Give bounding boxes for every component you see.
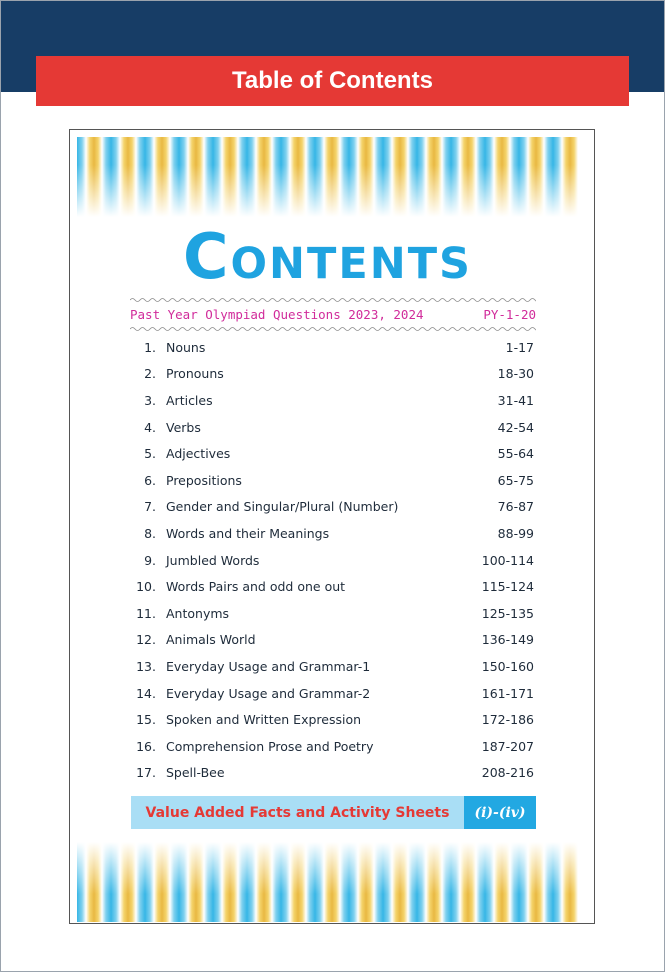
- toc-pages: 125-135: [481, 605, 534, 621]
- toc-number: 6.: [144, 472, 156, 488]
- toc-pages: 55-64: [497, 446, 534, 462]
- toc-row[interactable]: [130, 680, 536, 707]
- toc-row[interactable]: [130, 361, 536, 388]
- toc-number: 10.: [136, 579, 156, 595]
- toc-row[interactable]: [130, 627, 536, 654]
- toc-title: Articles: [166, 392, 213, 408]
- toc-pages: 42-54: [497, 419, 534, 435]
- toc-number: 16.: [136, 738, 156, 754]
- bottom-stripe-decoration: [77, 842, 578, 922]
- toc-number: 2.: [144, 366, 156, 382]
- toc-pages: 208-216: [481, 765, 534, 781]
- toc-pages: 88-99: [497, 525, 534, 541]
- toc-pages: 150-160: [481, 658, 534, 674]
- toc-title: Spell-Bee: [166, 765, 225, 781]
- toc-title: Spoken and Written Expression: [166, 712, 362, 728]
- banner-title: Table of Contents: [232, 67, 433, 94]
- toc-row[interactable]: [130, 733, 536, 760]
- toc-pages: 65-75: [497, 472, 534, 488]
- toc-number: 8.: [144, 525, 156, 541]
- toc-number: 11.: [136, 605, 156, 621]
- toc-number: 1.: [144, 339, 156, 355]
- toc-pages: 18-30: [497, 366, 534, 382]
- toc-title: Gender and Singular/Plural (Number): [166, 499, 399, 515]
- toc-row[interactable]: [130, 547, 536, 574]
- toc-pages: 172-186: [481, 712, 534, 728]
- toc-title: Everyday Usage and Grammar-1: [166, 658, 371, 674]
- toc-number: 15.: [136, 712, 156, 728]
- toc-number: 4.: [144, 419, 156, 435]
- toc-pages: 115-124: [481, 579, 534, 595]
- toc-title: Prepositions: [166, 472, 242, 488]
- wavy-divider-bottom: [130, 326, 536, 332]
- toc-title: Everyday Usage and Grammar-2: [166, 685, 371, 701]
- toc-row[interactable]: [130, 600, 536, 627]
- toc-title: Animals World: [166, 632, 256, 648]
- past-year-pages: PY-1-20: [483, 306, 536, 322]
- toc-row[interactable]: [130, 440, 536, 467]
- toc-number: 7.: [144, 499, 156, 515]
- toc-number: 12.: [136, 632, 156, 648]
- toc-pages: 100-114: [481, 552, 534, 568]
- toc-row[interactable]: [130, 494, 536, 521]
- toc-title: Words and their Meanings: [166, 525, 330, 541]
- toc-row[interactable]: [130, 520, 536, 547]
- toc-title: Nouns: [166, 339, 206, 355]
- toc-number: 17.: [136, 765, 156, 781]
- title-banner: [36, 56, 629, 106]
- toc-title: Antonyms: [166, 605, 230, 621]
- toc-pages: 1-17: [505, 339, 534, 355]
- toc-row[interactable]: [130, 653, 536, 680]
- value-added-pages: (i)-(iv): [464, 796, 536, 829]
- toc-row[interactable]: [130, 334, 536, 361]
- toc-title: Words Pairs and odd one out: [166, 579, 346, 595]
- top-stripe-decoration: [77, 137, 578, 217]
- toc-row[interactable]: [130, 706, 536, 733]
- toc-title: Verbs: [166, 419, 201, 435]
- toc-number: 14.: [136, 685, 156, 701]
- toc-pages: 187-207: [481, 738, 534, 754]
- toc-number: 13.: [136, 658, 156, 674]
- toc-title: Comprehension Prose and Poetry: [166, 738, 374, 754]
- toc-title: Adjectives: [166, 446, 231, 462]
- toc-pages: 31-41: [497, 392, 534, 408]
- toc-list: [130, 334, 536, 786]
- toc-row[interactable]: [130, 573, 536, 600]
- contents-heading: Contents: [182, 220, 473, 293]
- toc-row[interactable]: [130, 467, 536, 494]
- toc-number: 5.: [144, 446, 156, 462]
- toc-title: Pronouns: [166, 366, 224, 382]
- toc-row[interactable]: [130, 414, 536, 441]
- toc-number: 9.: [144, 552, 156, 568]
- toc-pages: 161-171: [481, 685, 534, 701]
- past-year-label: Past Year Olympiad Questions 2023, 2024: [130, 306, 424, 322]
- toc-pages: 136-149: [481, 632, 534, 648]
- toc-title: Jumbled Words: [166, 552, 260, 568]
- toc-number: 3.: [144, 392, 156, 408]
- value-added-bar[interactable]: [131, 796, 536, 829]
- value-added-label: Value Added Facts and Activity Sheets: [131, 796, 464, 829]
- toc-row[interactable]: [130, 387, 536, 414]
- past-year-row: [130, 303, 536, 325]
- toc-row[interactable]: [130, 760, 536, 787]
- toc-pages: 76-87: [497, 499, 534, 515]
